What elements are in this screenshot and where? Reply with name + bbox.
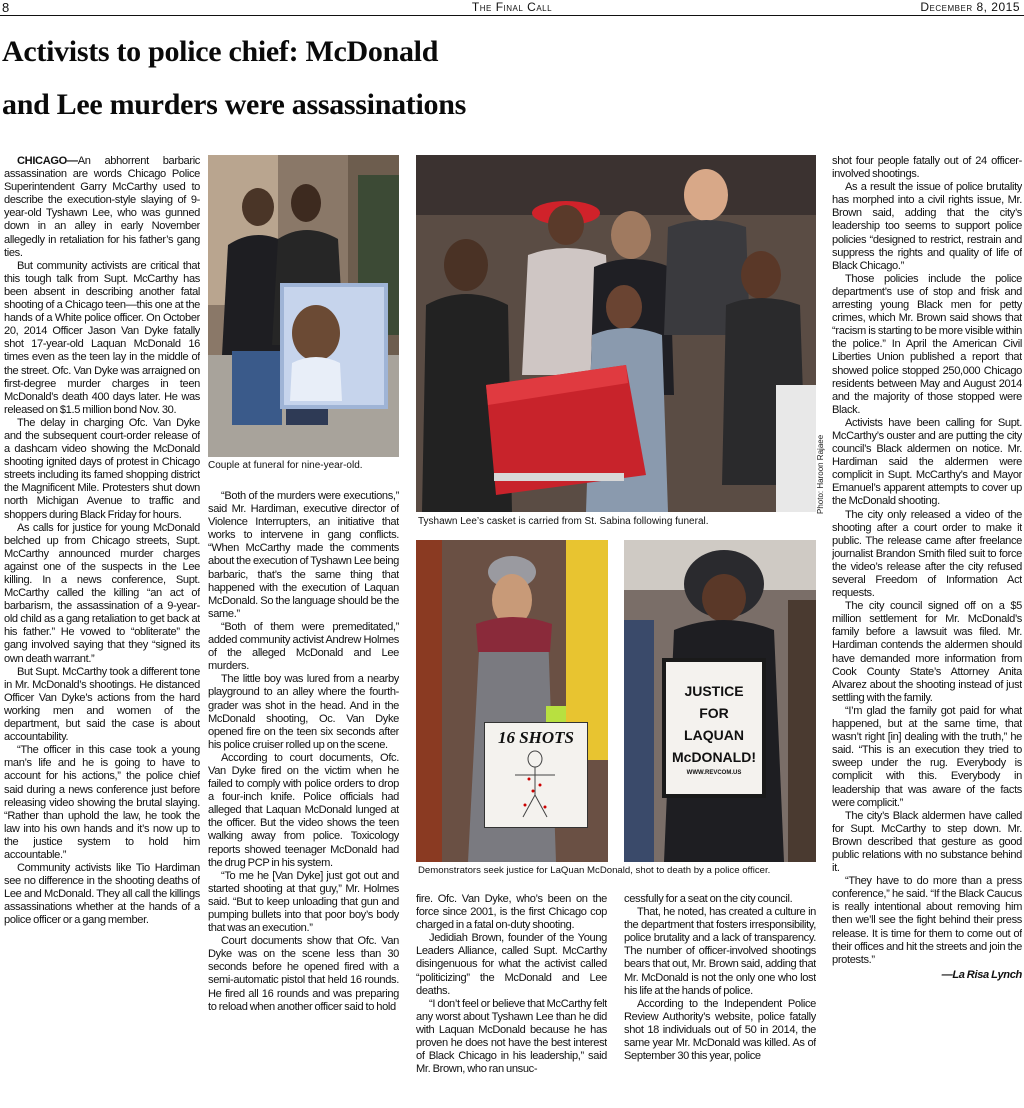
page-number: 8 bbox=[2, 0, 10, 15]
sign-16-shots bbox=[484, 722, 588, 828]
article-column-5 bbox=[832, 155, 1022, 1107]
article-paragraph: “Both of the murders were executions,” said Mr. Hardiman, executive director of Violence Interrupters, an initiative that works to intervene in gang conflicts. “When McCarthy made the comments about the execution of Tyshawn Lee being barbaric, that’s the same thing that happened with the execution of Laquan McDonald. So the language should be the same.” bbox=[208, 490, 399, 620]
article-paragraph: Court documents show that Ofc. Van Dyke was on the scene less than 30 seconds before he opened fired with a semi-automatic pistol that held 16 rounds. He fired all 16 rounds and was preparing to reload when another officer said to hold bbox=[208, 935, 399, 1013]
body-outline-drawing bbox=[485, 749, 585, 819]
headline-line-1: Activists to police chief: McDonald bbox=[2, 35, 439, 68]
photo-demonstrators-left bbox=[416, 540, 608, 862]
article-column-1 bbox=[4, 155, 200, 1107]
photo-casket-image bbox=[416, 155, 816, 512]
photo-couple-image bbox=[208, 155, 399, 457]
article-paragraph: “I’m glad the family got paid for what happened, but at the same time, that wasn’t right [in] dealing with the truth,” he said. “This is an execution they tried to sweep under the rug. Everybody is complicit with this. Everybody in leadership that was aware of the facts were complicit.” bbox=[832, 704, 1022, 809]
sign-justice-line-4: McDONALD! bbox=[672, 749, 756, 765]
article-paragraph: But Supt. McCarthy took a different tone in Mr. McDonald’s shootings. He distanced Officer Van Dyke’s actions from the hard working men and women of the department, but said the case is about accountability. bbox=[4, 665, 200, 744]
article-paragraph: “The officer in this case took a young man’s life and he is going to have to account for his actions,” the police chief said during a news conference just before releasing video showing the brutal slaying. “Rather than uphold the law, he took the law into his own hands and it’s now up to the justice system to hold him accountable.” bbox=[4, 744, 200, 861]
publication-name: The Final Call bbox=[471, 0, 553, 14]
article-paragraph: Those policies include the police department’s use of stop and frisk and arresting young Black men for petty crimes, which Mr. Brown said shows that “racism is starting to be more visible within the police.” In April the American Civil Liberties Union published a report that showed police stopped 250,000 Chicago residents between May and August 2014 and the majority of those stopped were Black. bbox=[832, 272, 1022, 416]
sign-16-shots-text: 16 SHOTS bbox=[497, 728, 575, 747]
article-paragraph: According to court documents, Ofc. Van Dyke fired on the victim when he failed to comply with police orders to drop a four-inch knife. Police officials had alleged that Laquan McDonald lunged at the officer. But the video shows the teen walking away from police. Toxicology reports showed teenager McDonald had the drug PCP in his system. bbox=[208, 751, 399, 869]
headline bbox=[2, 25, 1022, 131]
article-paragraph-text: An abhorrent barbaric assassination are words Chicago Police Superintendent Garry McCarthy used to describe the execution-style slaying of 9-year-old Tyshawn Lee, who was gunned down in an alley in early November allegedly in retaliation for his father’s gang ties. bbox=[4, 155, 200, 259]
article-column-4 bbox=[624, 893, 816, 1107]
photo-casket-caption: Tyshawn Lee’s casket is carried from St. Sabina following funeral. bbox=[418, 516, 709, 527]
article-paragraph: shot four people fatally out of 24 officer-involved shootings. bbox=[832, 155, 1022, 181]
article-paragraph: As a result the issue of police brutality has morphed into a civil rights issue, Mr. Brown said, adding that the city’s leadership too seems to support police policies “designed to restrict, restrain and suppress the rights and quality of life of Black Chicago.” bbox=[832, 181, 1022, 272]
article-paragraph: “Both of them were premeditated,” added community activist Andrew Holmes of the alleged McDonald and Lee murders. bbox=[208, 620, 399, 673]
article-paragraph: Community activists like Tio Hardiman see no difference in the shooting deaths of Lee and McDonald. They all call the killings assassinations whether at the hands of a police officer or a gang member. bbox=[4, 862, 200, 927]
article-paragraph: fire. Ofc. Van Dyke, who’s been on the force since 2001, is the first Chicago cop charged in a fatal on-duty shooting. bbox=[416, 893, 607, 932]
article-paragraph: That, he noted, has created a culture in the department that fosters irresponsibility, police brutality and a lack of transparency. The number of officer-involved shootings bears that out, Mr. Brown said, adding that Mr. McDonald is not the only one who lost his life at the hands of police. bbox=[624, 906, 816, 997]
photo-casket-procession bbox=[416, 155, 816, 512]
article-paragraph: The city only released a video of the shooting after a court order to make it public. The release came after freelance journalist Brandon Smith filed suit to force the video’s release after the city refused several Freedom of Information Act requests. bbox=[832, 508, 1022, 600]
article-paragraph: The city council signed off on a $5 million settlement for Mr. McDonald’s family before a lawsuit was filed. Mr. Hardiman contends the aldermen should have demanded more information from Cook County State’s Attorney Anita Alvarez about the shooting instead of just settling with the family. bbox=[832, 600, 1022, 704]
article-paragraph: Jedidiah Brown, founder of the Young Leaders Alliance, called Supt. McCarthy disingenuous for what the activist called “politicizing” the McDonald and Lee deaths. bbox=[416, 932, 607, 997]
article-column-2 bbox=[208, 490, 399, 1107]
article-paragraph: According to the Independent Police Review Authority’s website, police fatally shot 18 individuals out of 50 in 2014, the same year Mr. McDonald was killed. As of September 30 this year, police bbox=[624, 997, 816, 1063]
issue-date: December 8, 2015 bbox=[920, 0, 1020, 14]
photo-demonstrators-caption: Demonstrators seek justice for LaQuan McDonald, shot to death by a police officer. bbox=[418, 865, 771, 876]
article-paragraph bbox=[4, 155, 200, 260]
sign-justice-for-laquan bbox=[662, 658, 766, 798]
article-paragraph: The delay in charging Ofc. Van Dyke and the subsequent court-order release of a dashcam video showing the McDonald shooting ignited days of protest in Chicago streets including its famed shopping district the Magnificent Mile. Protesters shut down north Michigan Avenue to traffic and shoppers during Black Friday for hours. bbox=[4, 416, 200, 521]
article-paragraph: Activists have been calling for Supt. McCarthy’s ouster and are putting the city council’s Black aldermen on notice. Mr. Hardiman said the aldermen were complicit in Supt. McCarthy’s and Mayor Emanuel’s apparent attempts to cover up the McDonald shooting. bbox=[832, 416, 1022, 508]
article-paragraph: “I don’t feel or believe that McCarthy felt any worst about Tyshawn Lee than he did with Laquan McDonald because he has proven he does not have the best interest of Black Chicago in his leadership,” said Mr. Brown, who ran unsuc- bbox=[416, 997, 607, 1076]
sign-justice-line-2: FOR bbox=[699, 705, 729, 721]
article-paragraph: The city’s Black aldermen have called for Supt. McCarthy to step down. Mr. Brown described that gesture as good public relations with no substance behind it. bbox=[832, 809, 1022, 875]
article-paragraph: “To me he [Van Dyke] just got out and started shooting at that guy,” Mr. Holmes said. “But to keep unloading that gun and pumping bullets into that poor boy’s body that was an execution.” bbox=[208, 869, 399, 935]
article-paragraph: cessfully for a seat on the city council. bbox=[624, 893, 793, 905]
sign-justice-line-3: LAQUAN bbox=[684, 727, 744, 743]
dateline: CHICAGO— bbox=[17, 155, 78, 167]
page-header bbox=[0, 0, 1024, 16]
photo-couple-at-funeral bbox=[208, 155, 399, 457]
photo-demonstrators-right bbox=[624, 540, 816, 862]
sign-justice-url: WWW.REVCOM.US bbox=[686, 770, 742, 776]
photo-casket-credit: Photo: Haroon Rajaee bbox=[816, 434, 825, 514]
article-column-3 bbox=[416, 893, 607, 1107]
byline: —La Risa Lynch bbox=[941, 968, 1022, 981]
headline-line-2: and Lee murders were assassinations bbox=[2, 88, 466, 121]
article-paragraph: “They have to do more than a press conference,” he said. “If the Black Caucus is really intentional about removing him then we’ll see the fight behind their press release. It is time for them to come out of their offices and hit the streets and join the protests.” bbox=[832, 875, 1022, 966]
article-paragraph: As calls for justice for young McDonald belched up from Chicago streets, Supt. McCarthy announced murder charges against one of the suspects in the Lee killing. In a news conference, Supt. McCarthy called the killing “an act of barbarism, the assassination of a 9-year-old child as a gang retaliation to get back at his father.” He vowed to “obliterate” the gang involved saying that they “signed its own death warrant.” bbox=[4, 521, 200, 665]
article-paragraph: But community activists are critical that this tough talk from Supt. McCarthy has been absent in describing another fatal shooting of a Chicago teen—this one at the hands of a White police officer. On October 20, 2014 Officer Jason Van Dyke fatally shot 17-year-old Laquan McDonald 16 times even as the teen lay in the middle of the street. Ofc. Van Dyke was arraigned on first-degree murder charges in teen McDonald’s death 400 days later. He was released on $1.5 million bond Nov. 30. bbox=[4, 259, 200, 416]
sign-justice-line-1: JUSTICE bbox=[684, 683, 744, 699]
photo-couple-caption: Couple at funeral for nine-year-old. bbox=[208, 460, 363, 471]
article-paragraph: The little boy was lured from a nearby playground to an alley where the fourth-grader was shot in the head. And in the McDonald shooting, Oc. Van Dyke opened fire on the teen six seconds after his police cruiser rolled up on the scene. bbox=[208, 673, 399, 751]
